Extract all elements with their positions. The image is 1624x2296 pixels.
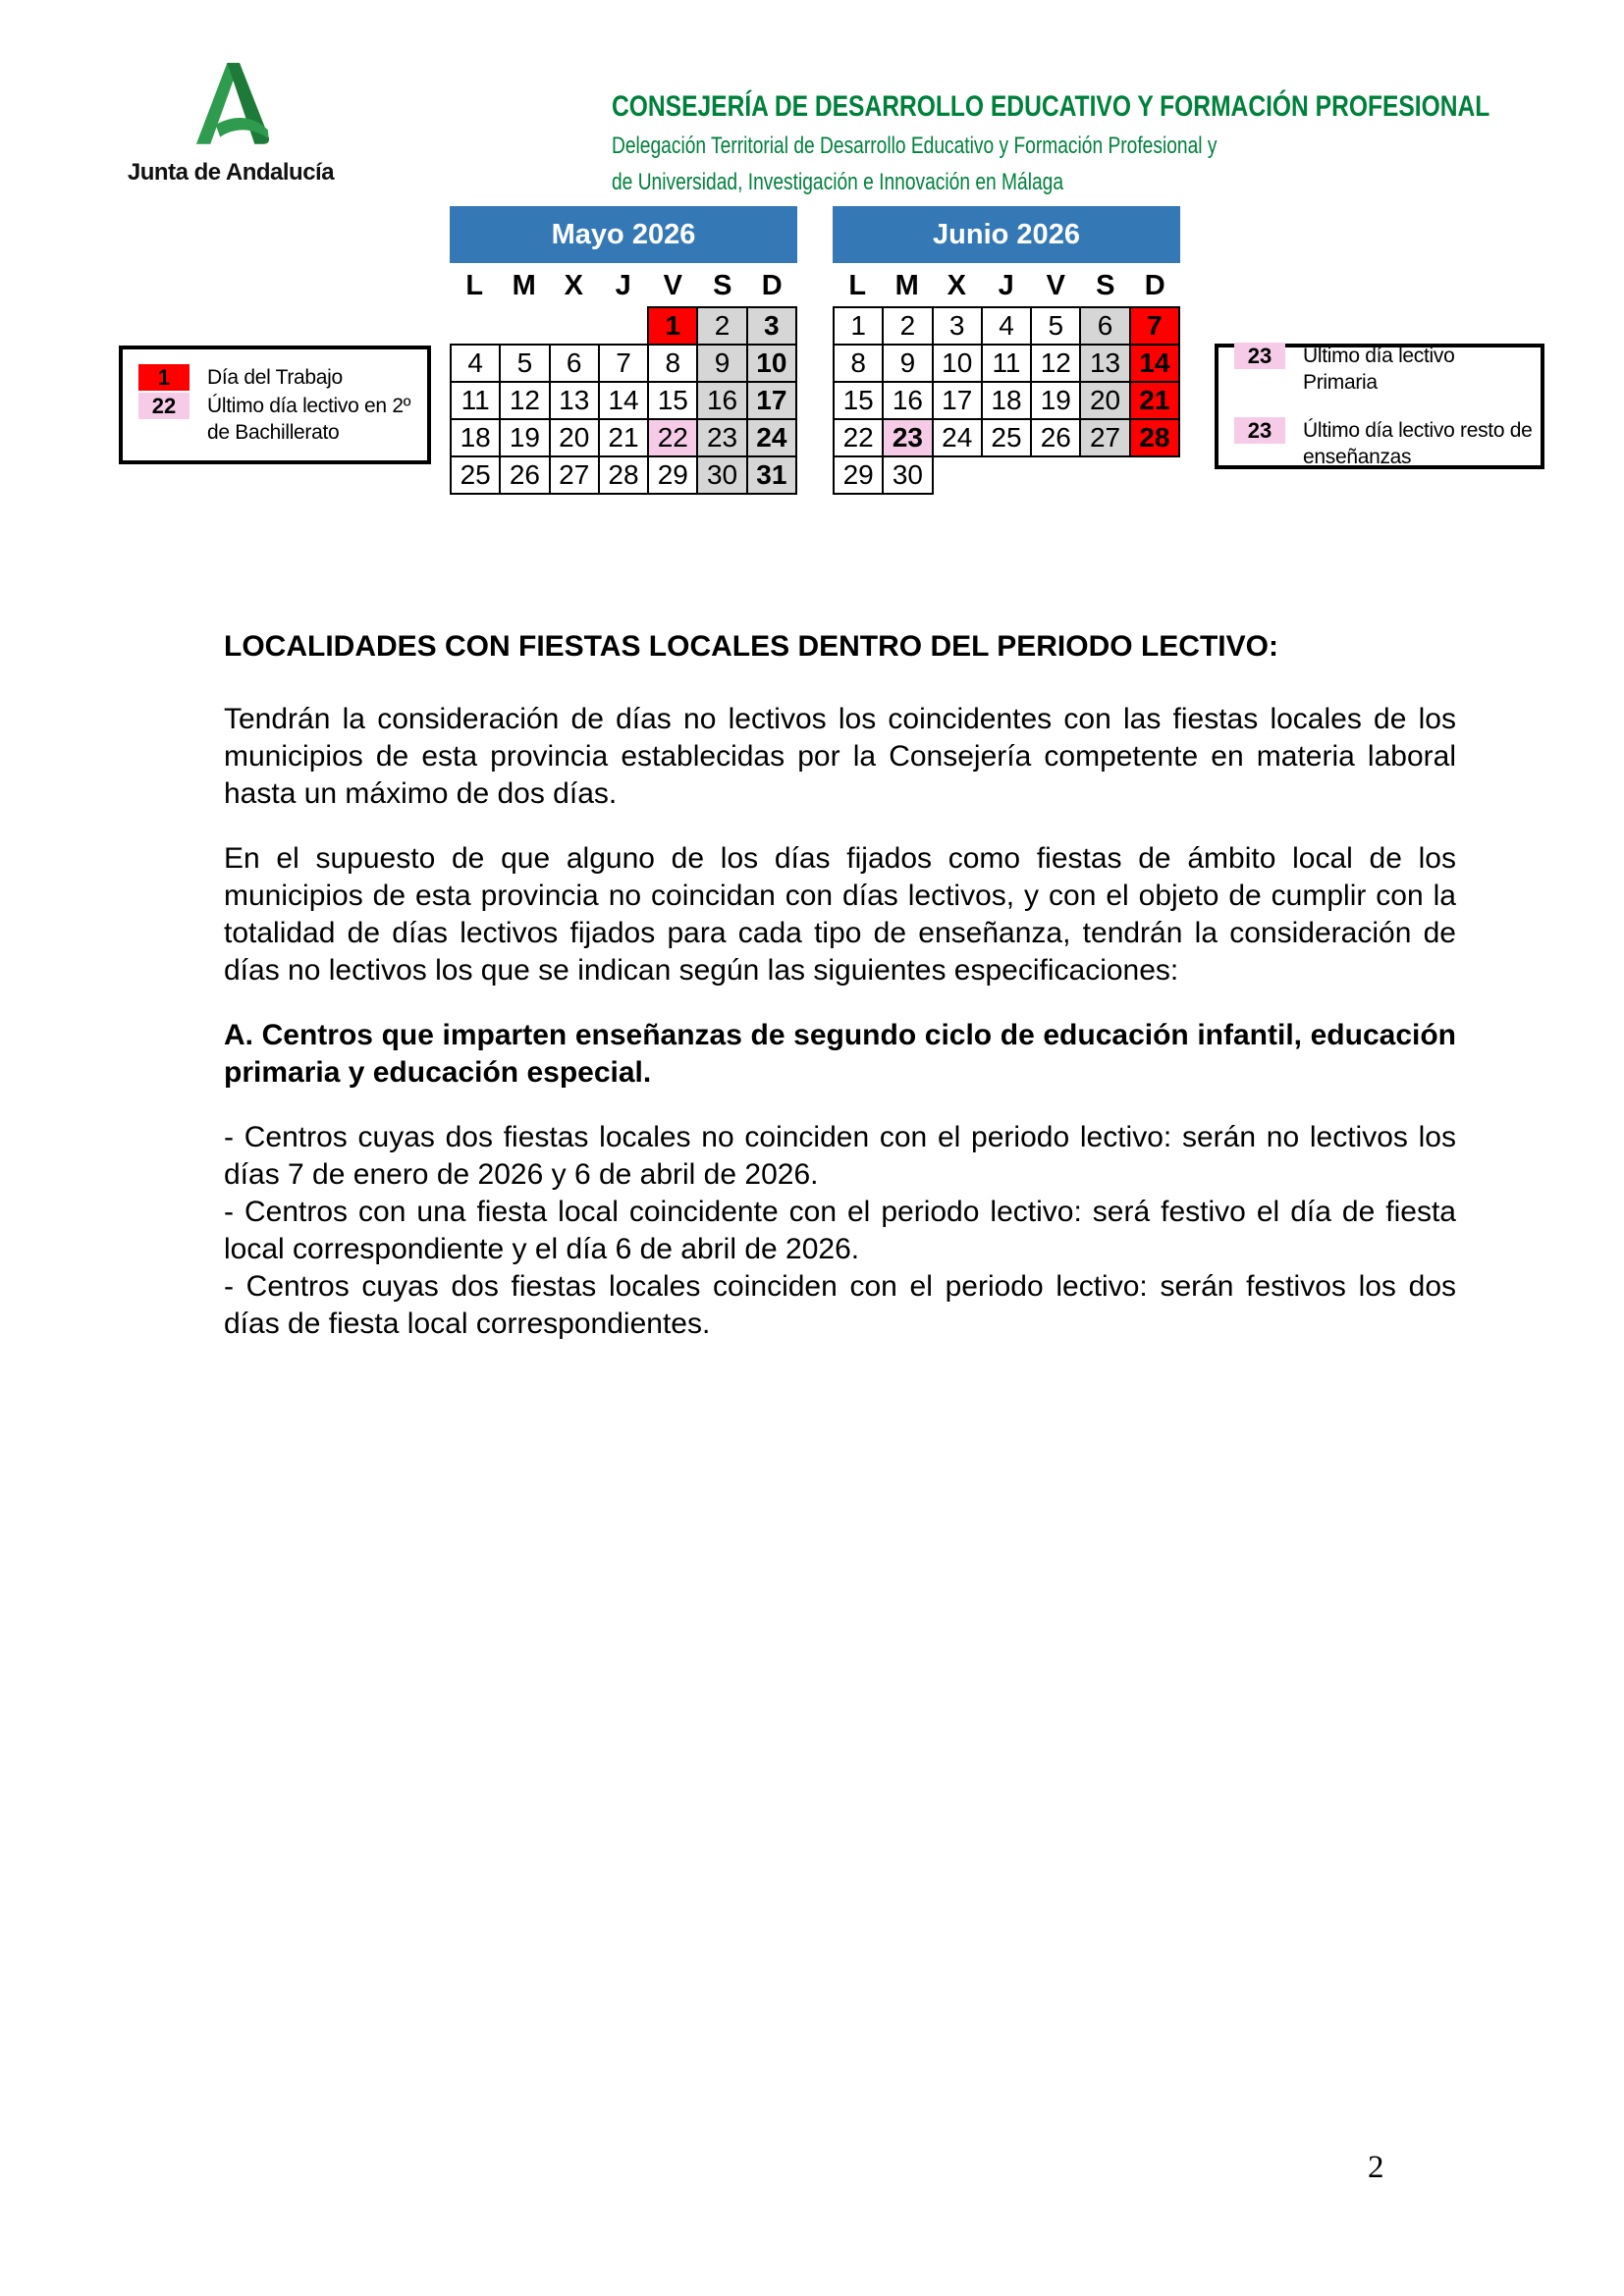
paragraph-1: Tendrán la consideración de días no lectivos los coincidentes con las fiestas locales de los municipios de esta provincia establecidas por la Consejería competente en materia laboral hasta un máximo de dos días.: [224, 703, 1456, 810]
legend-label: Día del Trabajo: [207, 366, 343, 389]
day-cell: 18: [982, 382, 1031, 419]
day-cell: 5: [1031, 307, 1080, 345]
day-cell: 8: [834, 345, 883, 382]
empty-cell: [1031, 456, 1080, 494]
day-cell: 9: [697, 345, 746, 382]
weekday-label: V: [1046, 270, 1065, 301]
day-cell: 23: [883, 419, 932, 456]
day-cell: 24: [747, 419, 796, 456]
empty-cell: [933, 456, 982, 494]
day-cell: 4: [451, 345, 500, 382]
section-a-heading: A. Centros que imparten enseñanzas de segundo ciclo de educación infantil, educación primaria y educación especial.: [224, 1019, 1456, 1089]
day-cell: 5: [500, 345, 549, 382]
day-cell: 26: [500, 456, 549, 494]
day-cell: 29: [834, 456, 883, 494]
weekday-label: D: [761, 270, 783, 301]
weekday-label: D: [1144, 270, 1165, 301]
empty-cell: [599, 307, 648, 345]
delegation-line2: de Universidad, Investigación e Innovación en Málaga: [612, 169, 1064, 195]
letterhead: [612, 90, 1495, 196]
page-number: 2: [1368, 2150, 1384, 2185]
day-cell: 7: [1130, 307, 1179, 345]
day-cell: 10: [747, 345, 796, 382]
weekday-label: J: [998, 270, 1014, 301]
day-cell: 12: [1031, 345, 1080, 382]
day-cell: 14: [599, 382, 648, 419]
day-cell: 27: [550, 456, 599, 494]
day-cell: 25: [451, 456, 500, 494]
day-cell: 11: [451, 382, 500, 419]
day-cell: 9: [883, 345, 932, 382]
day-cell: 22: [648, 419, 697, 456]
day-cell: 20: [550, 419, 599, 456]
calendar-mayo-2026: [450, 206, 797, 495]
day-cell: 4: [982, 307, 1031, 345]
legend-right: [1215, 344, 1544, 469]
legend-left: [119, 346, 431, 464]
bullet-list: [224, 1119, 1456, 1343]
day-cell: 3: [933, 307, 982, 345]
day-cell: 18: [451, 419, 500, 456]
weekday-label: J: [615, 270, 631, 301]
day-cell: 6: [550, 345, 599, 382]
day-cell: 24: [933, 419, 982, 456]
calendar-title: Mayo 2026: [450, 206, 797, 263]
weekday-label: M: [894, 270, 919, 301]
day-cell: 19: [500, 419, 549, 456]
ministry-title: CONSEJERÍA DE DESARROLLO EDUCATIVO Y FORMACIÓN PROFESIONAL: [612, 90, 1490, 123]
empty-cell: [1080, 456, 1129, 494]
day-cell: 30: [697, 456, 746, 494]
junta-logo-icon: [187, 59, 275, 155]
calendar-grid: [450, 306, 797, 495]
day-cell: 17: [933, 382, 982, 419]
day-cell: 1: [834, 307, 883, 345]
day-cell: 1: [648, 307, 697, 345]
weekday-label: X: [564, 270, 583, 301]
legend-day-swatch: 23: [1234, 417, 1285, 444]
delegation-line1: Delegación Territorial de Desarrollo Educativo y Formación Profesional y: [612, 133, 1218, 159]
day-cell: 13: [550, 382, 599, 419]
bullet-item-3: - Centros cuyas dos fiestas locales coinciden con el periodo lectivo: serán festivos los dos días de fiesta local correspondientes.: [224, 1270, 1456, 1340]
day-cell: 29: [648, 456, 697, 494]
day-cell: 20: [1080, 382, 1129, 419]
day-cell: 14: [1130, 345, 1179, 382]
day-cell: 26: [1031, 419, 1080, 456]
day-cell: 2: [883, 307, 932, 345]
day-cell: 27: [1080, 419, 1129, 456]
day-cell: 16: [883, 382, 932, 419]
bullet-item-2: - Centros con una fiesta local coincidente con el periodo lectivo: será festivo el día de fiesta local correspondiente y el día 6 de abril de 2026.: [224, 1196, 1456, 1265]
logo-caption: Junta de Andalucía: [127, 159, 335, 186]
day-cell: 15: [648, 382, 697, 419]
legend-item: [1226, 417, 1533, 470]
day-cell: 19: [1031, 382, 1080, 419]
calendar-junio-2026: [833, 206, 1180, 495]
day-cell: 22: [834, 419, 883, 456]
calendar-title: Junio 2026: [833, 206, 1180, 263]
day-cell: 25: [982, 419, 1031, 456]
day-cell: 16: [697, 382, 746, 419]
body-text: [224, 628, 1456, 1343]
legend-item: [1226, 343, 1533, 396]
day-cell: 28: [599, 456, 648, 494]
day-cell: 21: [1130, 382, 1179, 419]
day-cell: 30: [883, 456, 932, 494]
day-cell: 28: [1130, 419, 1179, 456]
day-cell: 6: [1080, 307, 1129, 345]
weekday-label: X: [947, 270, 966, 301]
day-cell: 15: [834, 382, 883, 419]
legend-item: [131, 393, 419, 446]
empty-cell: [451, 307, 500, 345]
legend-label: Último día lectivo Primaria: [1303, 345, 1455, 394]
legend-label: Último día lectivo en 2º de Bachillerato: [207, 395, 411, 444]
junta-de-andalucia-logo: [118, 59, 344, 187]
weekday-label: S: [713, 270, 732, 301]
day-cell: 8: [648, 345, 697, 382]
day-cell: 17: [747, 382, 796, 419]
bullet-item-1: - Centros cuyas dos fiestas locales no coinciden con el periodo lectivo: serán no lectivos los días 7 de enero de 2026 y 6 de abril de 2026.: [224, 1121, 1456, 1191]
day-cell: 31: [747, 456, 796, 494]
legend-item: [131, 364, 419, 391]
day-cell: 23: [697, 419, 746, 456]
empty-cell: [982, 456, 1031, 494]
empty-cell: [500, 307, 549, 345]
weekday-header-row: [833, 271, 1180, 300]
empty-cell: [1130, 456, 1179, 494]
day-cell: 7: [599, 345, 648, 382]
weekday-label: L: [465, 270, 484, 301]
day-cell: 3: [747, 307, 796, 345]
legend-day-swatch: 23: [1234, 343, 1285, 369]
day-cell: 13: [1080, 345, 1129, 382]
weekday-label: M: [512, 270, 536, 301]
empty-cell: [550, 307, 599, 345]
legend-day-swatch: 22: [138, 393, 189, 419]
paragraph-2: En el supuesto de que alguno de los días fijados como fiestas de ámbito local de los municipios de esta provincia no coincidan con días lectivos, y con el objeto de cumplir con la totalidad de días lectivos fijados para cada tipo de enseñanza, tendrán la consideración de días no lectivos los que se indican según las siguientes especificaciones:: [224, 842, 1456, 987]
calendar-grid: [833, 306, 1180, 495]
weekday-header-row: [450, 271, 797, 300]
legend-label: Último día lectivo resto de enseñanzas: [1303, 419, 1533, 468]
day-cell: 11: [982, 345, 1031, 382]
legend-day-swatch: 1: [138, 364, 189, 391]
day-cell: 21: [599, 419, 648, 456]
day-cell: 12: [500, 382, 549, 419]
day-cell: 2: [697, 307, 746, 345]
day-cell: 10: [933, 345, 982, 382]
weekday-label: L: [848, 270, 867, 301]
weekday-label: V: [663, 270, 682, 301]
section-heading: LOCALIDADES CON FIESTAS LOCALES DENTRO DEL PERIODO LECTIVO:: [224, 630, 1278, 663]
weekday-label: S: [1096, 270, 1115, 301]
